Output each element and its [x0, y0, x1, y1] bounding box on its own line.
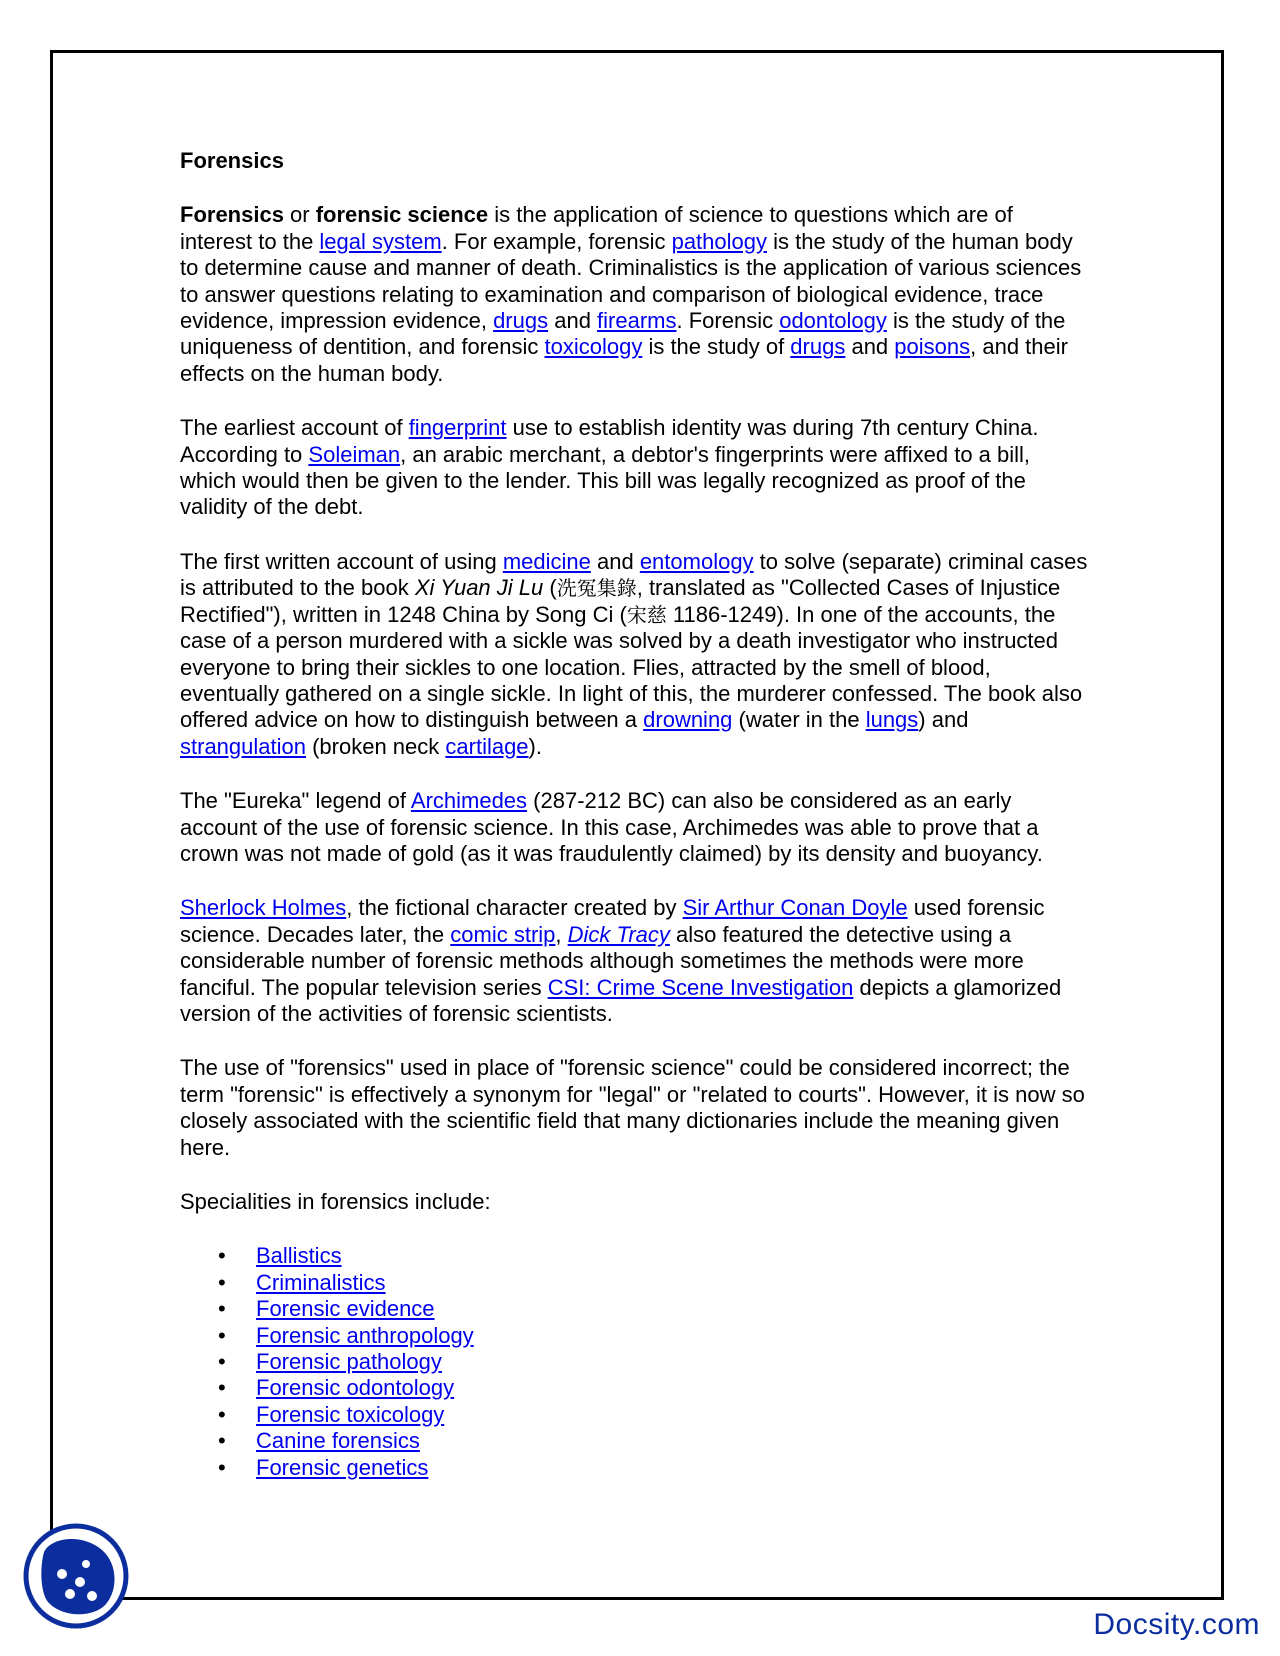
- text: , translated as "Collected Cases of Injustice Rectified"), written in 1248 China by Song Ci (: [180, 575, 1061, 627]
- link-odontology[interactable]: odontology: [779, 308, 887, 334]
- list-item: [218, 1349, 1090, 1375]
- link-legal-system[interactable]: legal system: [319, 228, 442, 254]
- bullet: •: [218, 1243, 226, 1269]
- link-canine-forensics[interactable]: Canine forensics: [256, 1428, 420, 1454]
- link-ballistics[interactable]: Ballistics: [256, 1243, 342, 1269]
- link-drugs[interactable]: drugs: [493, 308, 549, 334]
- link-medicine[interactable]: medicine: [502, 548, 591, 574]
- paragraph-terminology: The use of "forensics" used in place of "forensic science" could be considered incorrect; the term "forensic" is effectively a synonym for "legal" or "related to courts". However, it is now so closely associated with the scientific field that many dictionaries include the meaning given here.: [180, 1055, 1085, 1160]
- text: use to establish identity was during 7th century China. According to: [180, 415, 1039, 467]
- text: The earliest account of: [180, 415, 409, 441]
- list-item: [218, 1296, 1090, 1322]
- link-forensic-toxicology[interactable]: Forensic toxicology: [256, 1401, 445, 1427]
- bullet: •: [218, 1428, 226, 1454]
- paragraph-archimedes: [180, 788, 1090, 867]
- link-archimedes[interactable]: Archimedes: [410, 788, 528, 814]
- link-pathology[interactable]: pathology: [671, 228, 767, 254]
- docsity-brand[interactable]: Docsity.com: [1093, 1608, 1260, 1641]
- text: to solve (separate) criminal cases is attributed to the book: [180, 548, 1088, 601]
- link-sherlock-holmes[interactable]: Sherlock Holmes: [180, 895, 347, 921]
- text: The "Eureka" legend of: [180, 788, 411, 814]
- document-body: [180, 148, 1090, 1481]
- text: or: [283, 202, 316, 228]
- bullet: •: [218, 1454, 226, 1480]
- bullet: •: [218, 1349, 226, 1375]
- bullet: •: [218, 1322, 226, 1348]
- bold-term-forensics: Forensics: [180, 202, 284, 228]
- text: is the application of science to questions which are of interest to the: [180, 202, 1013, 254]
- book-title: Xi Yuan Ji Lu: [414, 575, 544, 601]
- paragraph-specialities-intro: Specialities in forensics include:: [180, 1189, 491, 1214]
- text: and: [845, 334, 895, 360]
- link-toxicology[interactable]: toxicology: [544, 334, 643, 360]
- link-entomology[interactable]: entomology: [639, 548, 754, 574]
- bullet: •: [218, 1269, 226, 1295]
- list-item: [218, 1428, 1090, 1454]
- bullet: •: [218, 1401, 226, 1427]
- text: depicts a glamorized version of the activities of forensic scientists.: [180, 974, 1062, 1026]
- link-soleiman[interactable]: Soleiman: [308, 441, 401, 467]
- text: and: [548, 308, 598, 334]
- link-cartilage[interactable]: cartilage: [445, 733, 529, 759]
- text: , and their effects on the human body.: [180, 334, 1068, 386]
- list-item: [218, 1455, 1090, 1481]
- text: . Forensic: [676, 308, 780, 334]
- list-item: [218, 1323, 1090, 1349]
- paragraph-fiction: [180, 895, 1090, 1027]
- text: ,: [555, 921, 568, 947]
- text: is the study of the human body to determine cause and manner of death. Criminalistics is the application of various sciences to answer questions relating to examination and comparison of biological evidence, trace evidence, impression evidence,: [180, 228, 1082, 334]
- link-lungs[interactable]: lungs: [865, 707, 919, 733]
- link-forensic-odontology[interactable]: Forensic odontology: [256, 1375, 455, 1401]
- specialities-list: [180, 1243, 1090, 1481]
- paragraph-written-account: [180, 549, 1090, 760]
- document-title: Forensics: [180, 148, 284, 173]
- docsity-logo-icon[interactable]: [22, 1522, 130, 1630]
- text: is the study of: [642, 334, 791, 360]
- text: (water in the: [732, 707, 866, 733]
- link-firearms[interactable]: firearms: [597, 308, 677, 334]
- text: . For example, forensic: [441, 228, 672, 254]
- paragraph-fingerprint: [180, 415, 1090, 521]
- link-forensic-anthropology[interactable]: Forensic anthropology: [256, 1322, 474, 1348]
- link-drugs-2[interactable]: drugs: [790, 334, 846, 360]
- link-fingerprint[interactable]: fingerprint: [408, 415, 507, 441]
- link-drowning[interactable]: drowning: [643, 707, 733, 733]
- link-csi[interactable]: CSI: Crime Scene Investigation: [547, 974, 854, 1000]
- bullet: •: [218, 1296, 226, 1322]
- text: and: [590, 548, 640, 574]
- text: The first written account of using: [180, 548, 503, 574]
- text: (: [543, 575, 557, 601]
- link-strangulation[interactable]: strangulation: [180, 733, 306, 759]
- list-item: [218, 1270, 1090, 1296]
- text: (broken neck: [305, 733, 446, 759]
- text: (287-212 BC) can also be considered as an early account of the use of forensic science. In this case, Archimedes was able to prove that a crown was not made of gold (as it was fraudulently claimed) by its density and buoyancy.: [180, 788, 1043, 866]
- text: is the study of the uniqueness of dentition, and forensic: [180, 308, 1066, 360]
- text: , an arabic merchant, a debtor's fingerprints were affixed to a bill, which would then be given to the lender. This bill was legally recognized as proof of the validity of the debt.: [180, 441, 1031, 520]
- chinese-book-title: 洗冤集錄: [556, 576, 637, 601]
- list-item: [218, 1402, 1090, 1428]
- text: also featured the detective using a considerable number of forensic methods although sometimes the methods were more fanciful. The popular television series: [180, 921, 1024, 1000]
- list-item: [218, 1243, 1090, 1269]
- bold-term-forensic-science: forensic science: [315, 202, 489, 228]
- link-dick-tracy[interactable]: Dick Tracy: [567, 921, 670, 947]
- list-item: [218, 1375, 1090, 1401]
- text: , the fictional character created by: [346, 895, 683, 921]
- bullet: •: [218, 1375, 226, 1401]
- link-poisons[interactable]: poisons: [894, 334, 971, 360]
- paragraph-intro: [180, 202, 1090, 387]
- text: 1186-1249). In one of the accounts, the case of a person murdered with a sickle was solved by a death investigator who instructed everyone to bring their sickles to one location. Flies, attracted by the smell of blood, eventually gathered on a single sickle. In light of this, the murderer confessed. The book also offered advice on how to distinguish between a: [180, 601, 1083, 733]
- link-comic-strip[interactable]: comic strip: [450, 921, 556, 947]
- link-forensic-genetics[interactable]: Forensic genetics: [256, 1454, 429, 1480]
- link-arthur-conan-doyle[interactable]: Sir Arthur Conan Doyle: [682, 895, 908, 921]
- text: used forensic science. Decades later, the: [180, 895, 1045, 947]
- link-forensic-evidence[interactable]: Forensic evidence: [256, 1296, 435, 1322]
- link-forensic-pathology[interactable]: Forensic pathology: [256, 1349, 442, 1375]
- text: ).: [528, 733, 542, 759]
- text: ) and: [918, 707, 969, 733]
- link-criminalistics[interactable]: Criminalistics: [256, 1269, 386, 1295]
- chinese-author-name: 宋慈: [626, 602, 667, 627]
